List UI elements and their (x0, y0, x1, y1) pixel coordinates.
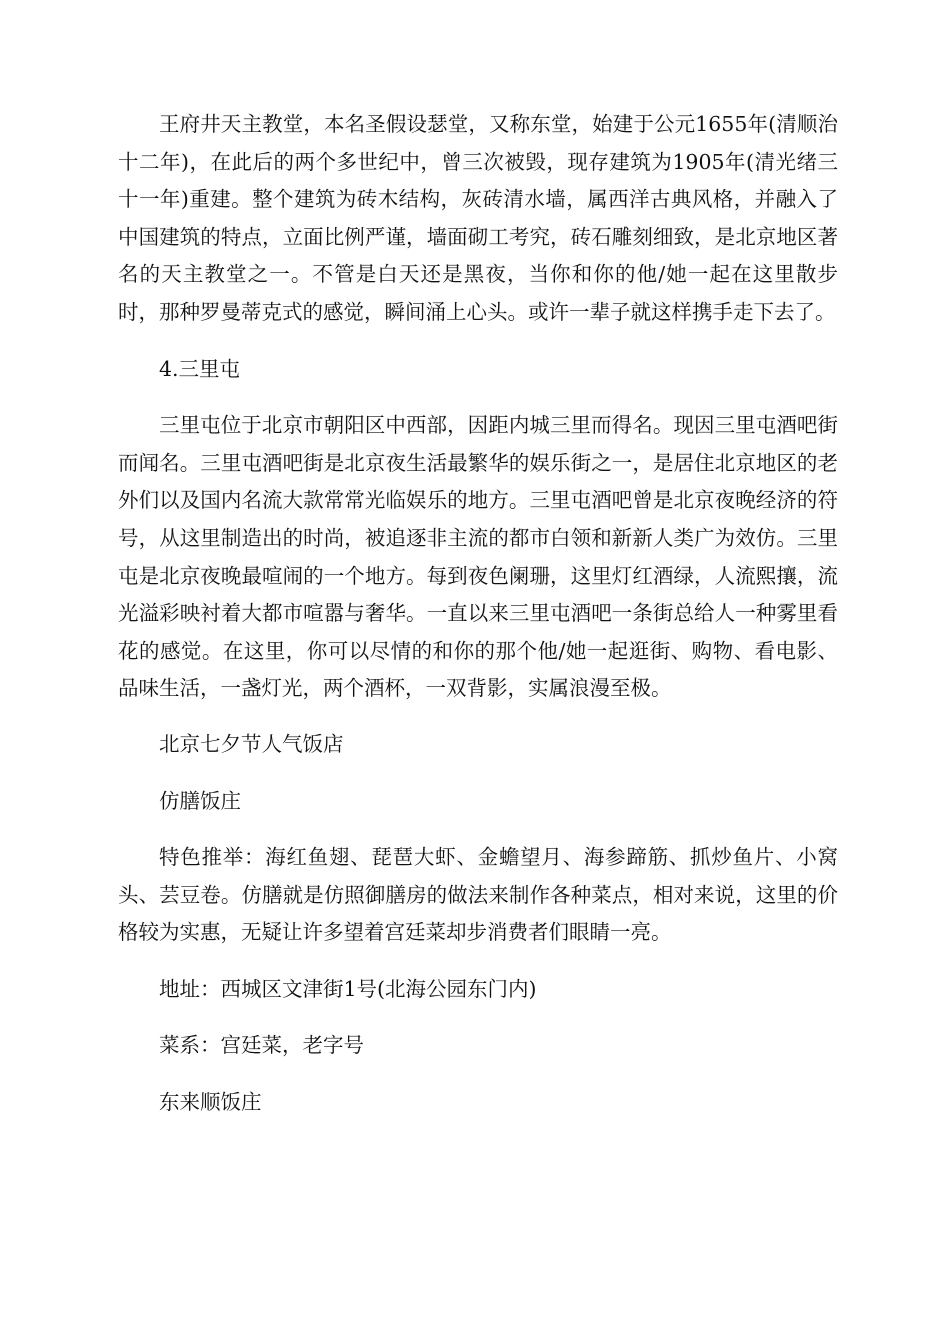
fangshan-cuisine: 菜系：宫廷菜，老字号 (159, 1033, 364, 1058)
paragraph-wangfujing-church: 王府井天主教堂，本名圣假设瑟堂，又称东堂，始建于公元1655年(清顺治十二年)，在此后的两个多世纪中，曾三次被毁，现存建筑为1905年(清光绪三十一年)重建。整个建筑为砖木结构，灰砖清水墙，属西洋古典风格，并融入了中国建筑的特点，立面比例严谨，墙面砌工考究，砖石雕刻细致，是北京地区著名的天主教堂之一。不管是白天还是黑夜，当你和你的他/她一起在这里散步时，那种罗曼蒂克式的感觉，瞬间涌上心头。或许一辈子就这样携手走下去了。 (118, 112, 838, 324)
fangshan-address: 地址：西城区文津街1号(北海公园东门内) (159, 976, 537, 1001)
restaurant-name-donglaishun: 东来顺饭庄 (159, 1090, 262, 1115)
document-page (118, 106, 838, 1122)
restaurant-name-fangshan: 仿膳饭庄 (159, 788, 241, 813)
paragraph-sanlitun: 三里屯位于北京市朝阳区中西部，因距内城三里而得名。现因三里屯酒吧街而闻名。三里屯酒吧街是北京夜生活最繁华的娱乐街之一，是居住北京地区的老外们以及国内名流大款常常光临娱乐的地方。三里屯酒吧曾是北京夜晚经济的符号，从这里制造出的时尚，被追逐非主流的都市白领和新新人类广为效仿。三里屯是北京夜晚最喧闹的一个地方。每到夜色阑珊，这里灯红酒绿，人流熙攘，流光溢彩映衬着大都市喧嚣与奢华。一直以来三里屯酒吧一条街总给人一种雾里看花的感觉。在这里，你可以尽情的和你的那个他/她一起逛街、购物、看电影、品味生活，一盏灯光，两个酒杯，一双背影，实属浪漫至极。 (118, 413, 838, 701)
paragraph-fangshan-specialties: 特色推举：海红鱼翅、琵琶大虾、金蟾望月、海参蹄筋、抓炒鱼片、小窝头、芸豆卷。仿膳就是仿照御膳房的做法来制作各种菜点，相对来说，这里的价格较为实惠，无疑让许多望着宫廷菜却步消费者们眼睛一亮。 (118, 845, 838, 945)
section-heading-restaurants: 北京七夕节人气饭店 (159, 731, 344, 756)
section-heading-sanlitun: 4.三里屯 (159, 356, 241, 381)
